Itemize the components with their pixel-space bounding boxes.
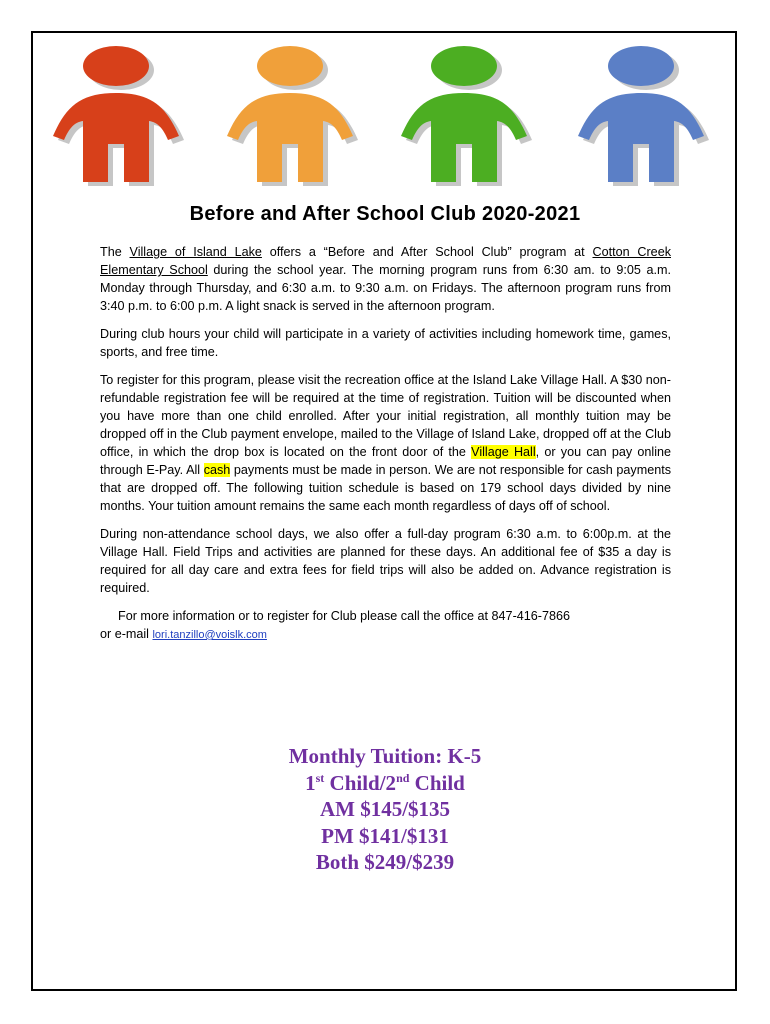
contact-email-label: or e-mail bbox=[100, 627, 153, 641]
highlight-village-hall: Village Hall bbox=[471, 445, 536, 459]
tuition-child-line bbox=[0, 770, 770, 797]
child-text: Child/2 bbox=[324, 770, 397, 795]
body-text bbox=[100, 243, 671, 654]
blue-child-figure bbox=[578, 46, 704, 182]
green-child-figure bbox=[401, 46, 527, 182]
second-child-text: Child bbox=[409, 770, 465, 795]
intro-text-start: The bbox=[100, 245, 130, 259]
first-number: 1 bbox=[305, 770, 316, 795]
registration-text-2: , or you can pay online through E-Pay. All bbox=[100, 445, 671, 477]
tuition-block bbox=[0, 743, 770, 876]
first-suffix: st bbox=[315, 770, 325, 785]
tuition-both: Both $249/$239 bbox=[315, 850, 455, 874]
red-child-figure bbox=[53, 46, 179, 182]
tuition-am: AM $145/$135 bbox=[319, 797, 451, 821]
registration-paragraph bbox=[100, 371, 671, 515]
tuition-pm: PM $141/$131 bbox=[321, 823, 449, 848]
second-suffix: nd bbox=[396, 770, 410, 785]
activities-paragraph: During club hours your child will participate in a variety of activities including homework time, games, sports, and free time. bbox=[100, 327, 671, 359]
orange-child-figure bbox=[227, 46, 353, 182]
school-link[interactable]: Cotton Creek Elementary School bbox=[100, 245, 671, 277]
tuition-heading: Monthly Tuition: K-5 bbox=[288, 744, 482, 768]
children-figures-graphic bbox=[30, 46, 740, 186]
intro-text-end: during the school year. The morning program runs from 6:30 am. to 9:05 a.m. Monday through Thursday, and 6:30 a.m. to 9:30 a.m. on Fridays. The afternoon program runs from 3:40 p.m. to 6:00 p.m. A light snack is served in the afternoon program. bbox=[100, 263, 671, 313]
intro-paragraph bbox=[100, 243, 671, 315]
highlight-cash: cash bbox=[203, 463, 231, 477]
contact-phone-text: For more information or to register for Club please call the office at 847-416-7866 bbox=[118, 609, 570, 623]
page-title: Before and After School Club 2020-2021 bbox=[189, 203, 581, 225]
non-attendance-paragraph: During non-attendance school days, we also offer a full-day program 6:30 a.m. to 6:00p.m. at the Village Hall. Field Trips and activities are planned for these days. An additional fee of $35 a day is required for all day care and extra fees for field trips will also be added on. Advance registration is required. bbox=[100, 527, 671, 595]
registration-text-1: To register for this program, please visit the recreation office at the Island Lake Village Hall. A $30 non-refundable registration fee will be required at the time of registration. Tuition will be discounted when you have more than one child enrolled. After your initial registration, all monthly tuition may be dropped off in the Club payment envelope, mailed to the Village of Island Lake, dropped off at the Club office, in which the drop box is located on the front door of the bbox=[100, 373, 671, 459]
contact-paragraph bbox=[100, 607, 671, 644]
email-link[interactable]: lori.tanzillo@voislk.com bbox=[152, 629, 267, 641]
registration-text-3: payments must be made in person. We are not responsible for cash payments that are dropped off. The following tuition schedule is based on 179 school days divided by nine months. Your tuition amount remains the same each month regardless of days off of school. bbox=[100, 463, 672, 513]
village-link[interactable]: Village of Island Lake bbox=[129, 245, 262, 259]
intro-text-middle: offers a “Before and After School Club” program at bbox=[261, 245, 593, 259]
